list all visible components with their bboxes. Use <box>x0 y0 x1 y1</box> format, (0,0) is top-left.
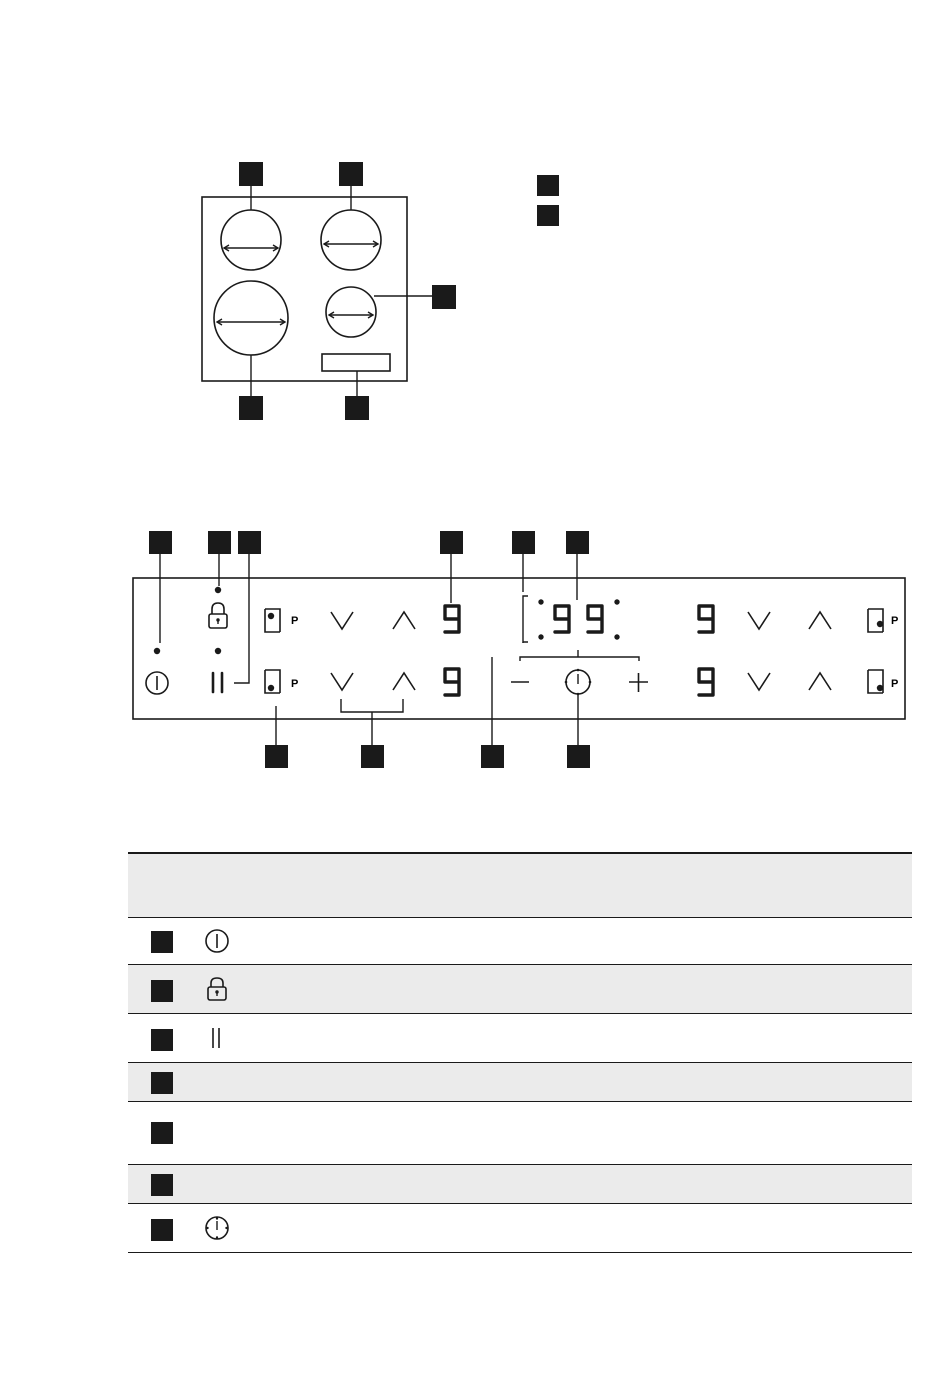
timer-icon <box>203 1214 231 1242</box>
cooking-zone-large <box>214 281 288 355</box>
power-function-button[interactable] <box>265 609 280 632</box>
cooking-zone-rear-right <box>321 210 381 270</box>
power-function-button[interactable] <box>868 670 883 693</box>
power-indicator <box>154 648 160 654</box>
timer-plus-button[interactable] <box>629 673 648 692</box>
decrease-heat-button[interactable] <box>331 673 353 690</box>
callout-square <box>440 531 463 554</box>
decrease-heat-button[interactable] <box>331 612 353 629</box>
table-row <box>128 1063 912 1102</box>
legend-square <box>537 205 559 226</box>
table-row <box>128 965 912 1014</box>
power-function-label: P <box>891 615 899 627</box>
timer-display <box>538 599 619 639</box>
table-row <box>128 917 912 965</box>
callout-square <box>151 1174 173 1196</box>
callout-square <box>345 396 369 420</box>
callout-square <box>151 931 173 953</box>
decrease-heat-button[interactable] <box>748 673 770 690</box>
lock-indicator <box>215 587 221 593</box>
power-icon <box>203 927 231 955</box>
power-function-button[interactable] <box>868 609 883 632</box>
callout-square <box>151 1029 173 1051</box>
pause-icon <box>203 1024 231 1052</box>
callout-square <box>208 531 231 554</box>
lock-button[interactable] <box>209 603 227 628</box>
table-header <box>128 852 912 918</box>
callout-square <box>151 1219 173 1241</box>
increase-heat-button[interactable] <box>809 612 831 629</box>
callout-square <box>567 745 590 768</box>
control-panel-strip <box>322 354 390 371</box>
table-row <box>128 1102 912 1165</box>
power-button[interactable] <box>146 672 168 694</box>
legend-square <box>537 175 559 196</box>
callout-square <box>238 531 261 554</box>
decrease-heat-button[interactable] <box>748 612 770 629</box>
pause-button[interactable] <box>213 673 222 692</box>
table-row <box>128 1204 912 1253</box>
callout-square <box>566 531 589 554</box>
timer-button[interactable] <box>565 669 592 696</box>
power-function-button[interactable] <box>265 670 280 693</box>
table-row <box>128 1014 912 1063</box>
cooking-zone-small <box>326 287 376 337</box>
table-row <box>128 1165 912 1204</box>
callout-square <box>361 745 384 768</box>
cooking-zone-front-left <box>221 210 281 270</box>
increase-heat-button[interactable] <box>393 612 415 629</box>
power-function-label: P <box>891 678 899 690</box>
heat-setting-display <box>445 669 459 695</box>
heat-setting-display <box>699 606 713 632</box>
callout-square <box>239 396 263 420</box>
callout-square <box>151 1122 173 1144</box>
increase-heat-button[interactable] <box>809 673 831 690</box>
callout-square <box>512 531 535 554</box>
callout-square <box>151 980 173 1002</box>
heat-setting-display <box>445 606 459 632</box>
control-panel-diagram <box>133 531 905 768</box>
callout-square <box>149 531 172 554</box>
lock-icon <box>203 975 231 1003</box>
callout-square <box>432 285 456 309</box>
hob-layout-diagram <box>202 162 559 420</box>
increase-heat-button[interactable] <box>393 673 415 690</box>
power-function-label: P <box>291 615 299 627</box>
callout-square <box>481 745 504 768</box>
callout-square <box>339 162 363 186</box>
callout-square <box>239 162 263 186</box>
pause-indicator <box>215 648 221 654</box>
callout-square <box>151 1072 173 1094</box>
power-function-label: P <box>291 678 299 690</box>
heat-setting-display <box>699 669 713 695</box>
callout-square <box>265 745 288 768</box>
